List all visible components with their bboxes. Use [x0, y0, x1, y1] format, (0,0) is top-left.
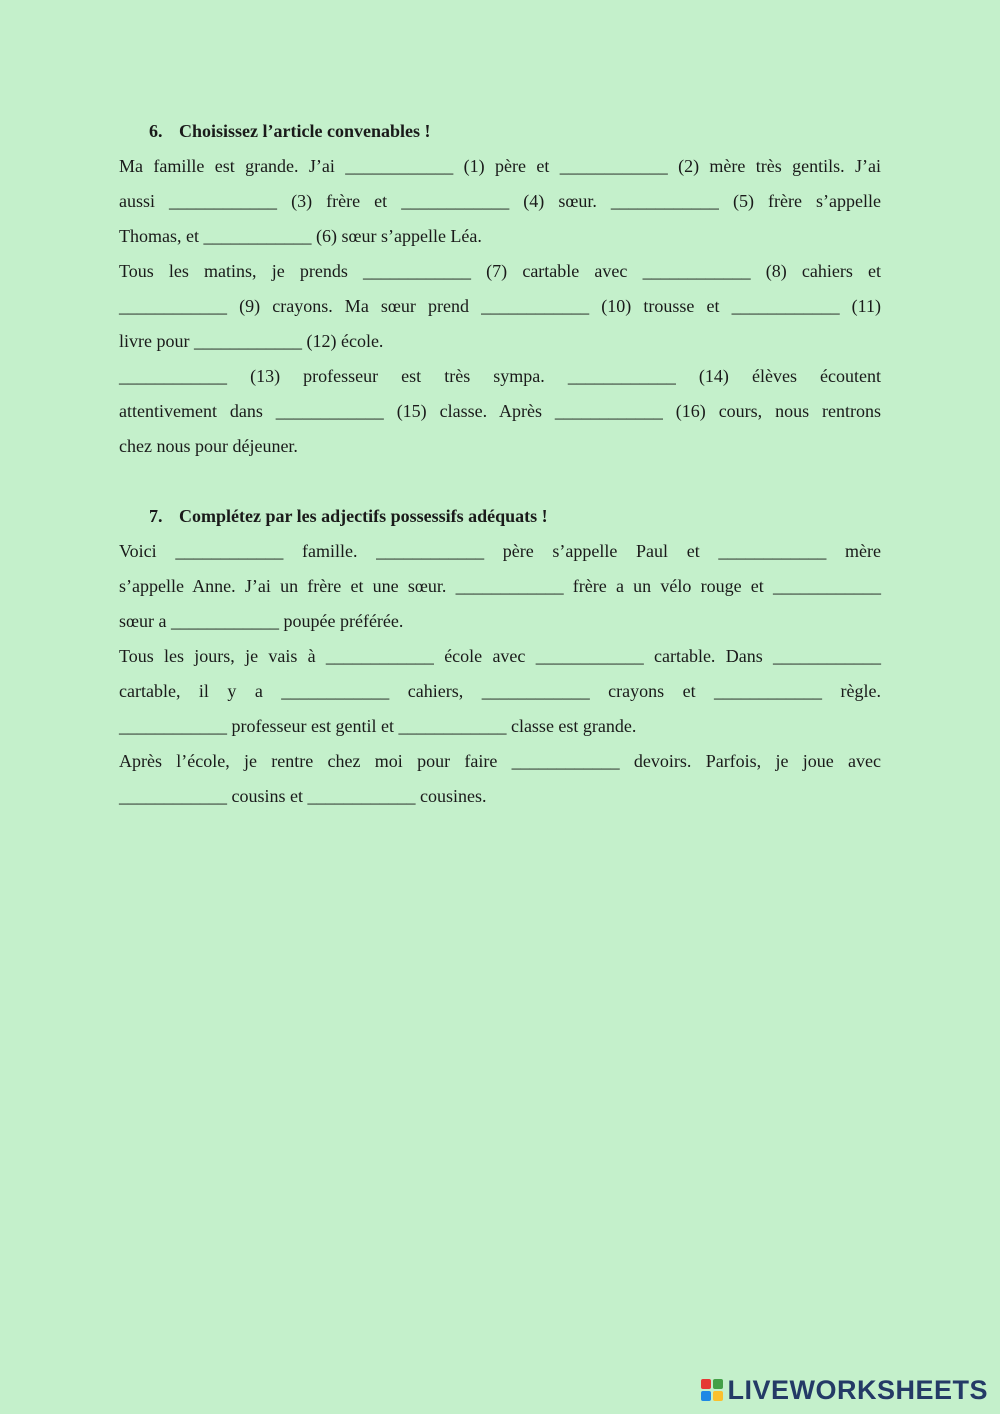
- logo-text: LIVEWORKSHEETS: [727, 1374, 988, 1405]
- logo-squares-icon: [701, 1379, 723, 1401]
- liveworksheets-logo[interactable]: [701, 1372, 988, 1408]
- exercise-7-line: ____________ professeur est gentil et ____________ classe est grande.: [119, 716, 637, 736]
- worksheet-page: [119, 114, 881, 814]
- logo-square: [701, 1379, 711, 1389]
- exercise-7-line: s’appelle Anne. J’ai un frère et une sœur. ____________ frère a un vélo rouge et ____________: [119, 576, 881, 596]
- exercise-7-line: Après l’école, je rentre chez moi pour faire ____________ devoirs. Parfois, je joue avec: [119, 751, 881, 771]
- exercise-6-line: Tous les matins, je prends ____________ (7) cartable avec ____________ (8) cahiers et: [119, 261, 881, 281]
- logo-square: [713, 1379, 723, 1389]
- logo-square: [701, 1391, 711, 1401]
- exercise-6-line: attentivement dans ____________ (15) classe. Après ____________ (16) cours, nous rentrons: [119, 401, 881, 421]
- exercise-7-line: ____________ cousins et ____________ cousines.: [119, 786, 487, 806]
- exercise-7-line: sœur a ____________ poupée préférée.: [119, 611, 404, 631]
- exercise-6-line: livre pour ____________ (12) école.: [119, 331, 384, 351]
- exercise-7-heading: 7. Complétez par les adjectifs possessifs adéquats !: [149, 506, 548, 526]
- section-spacer: [119, 464, 881, 499]
- exercise-6-line: ____________ (13) professeur est très sympa. ____________ (14) élèves écoutent: [119, 366, 881, 386]
- exercise-6-line: ____________ (9) crayons. Ma sœur prend ____________ (10) trousse et ____________ (11): [119, 296, 881, 316]
- exercise-6-line: aussi ____________ (3) frère et ____________ (4) sœur. ____________ (5) frère s’appelle: [119, 191, 881, 211]
- logo-square: [713, 1391, 723, 1401]
- exercise-7-line: cartable, il y a ____________ cahiers, ____________ crayons et ____________ règle.: [119, 681, 881, 701]
- exercise-6-line: Ma famille est grande. J’ai ____________ (1) père et ____________ (2) mère très gentils. J’ai: [119, 156, 881, 176]
- exercise-7-line: Tous les jours, je vais à ____________ école avec ____________ cartable. Dans ____________: [119, 646, 881, 666]
- exercise-7-line: Voici ____________ famille. ____________ père s’appelle Paul et ____________ mère: [119, 541, 881, 561]
- exercise-6-line: chez nous pour déjeuner.: [119, 436, 298, 456]
- exercise-6-heading: 6. Choisissez l’article convenables !: [149, 121, 431, 141]
- exercise-6-line: Thomas, et ____________ (6) sœur s’appelle Léa.: [119, 226, 482, 246]
